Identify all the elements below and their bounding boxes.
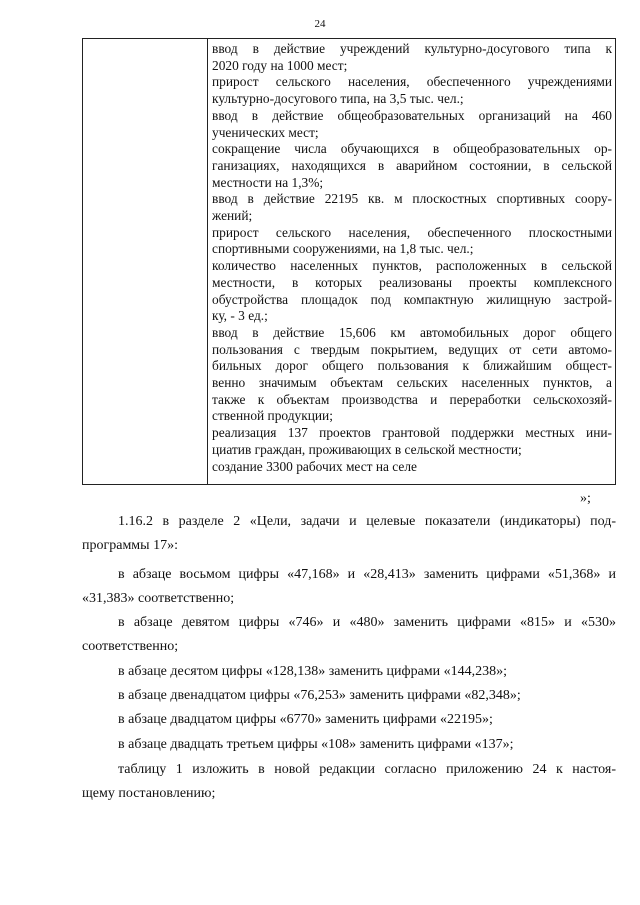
paragraph-abzac-8: [82, 563, 616, 611]
table-cell-line: спортивными сооружениями, на 1,8 тыс. чел.;: [212, 241, 474, 257]
paragraph-abzac-9: [82, 611, 616, 659]
table-cell-line: сокращение числа обучающихся в общеобразовательных ор-: [212, 141, 612, 157]
paragraph-table-1: [82, 758, 616, 806]
table-cell-line: местности, в которых реализованы проекты комплексного: [212, 274, 612, 290]
table-cell-line: 2020 году на 1000 мест;: [212, 57, 348, 73]
table-cell-line: пользования с твердым покрытием, ведущих от сети автомо-: [212, 341, 612, 357]
paragraph-line: в абзаце восьмом цифры «47,168» и «28,413» заменить цифрами «51,368» и: [118, 567, 616, 582]
table-cell-line: культурно-досугового типа, на 3,5 тыс. чел.;: [212, 91, 464, 107]
table-cell-line: ученических мест;: [212, 124, 319, 140]
closing-quote-mark: »;: [580, 491, 591, 506]
table-cell-line: ввод в действие 22195 кв. м плоскостных спортивных соору-: [212, 191, 612, 207]
paragraph-line: в абзаце двадцатом цифры «6770» заменить цифрами «22195»;: [118, 712, 493, 727]
table-cell-line: циатив граждан, проживающих в сельской местности;: [212, 441, 522, 457]
table-cell-line: бильных дорог общего пользования к ближайшим общест-: [212, 358, 612, 374]
table-cell-line: также к объектам производства и переработки сельскохозяй-: [212, 391, 612, 407]
paragraph-line: «31,383» соответственно;: [82, 591, 235, 606]
paragraph-section-2: [82, 510, 616, 558]
table-right-cell: [212, 41, 612, 475]
table-cell-line: прирост сельского населения, обеспеченного учреждениями: [212, 74, 612, 90]
paragraph-line: программы 17»:: [82, 538, 178, 553]
table-cell-line: обустройства площадок под компактную жилищную застрой-: [212, 291, 612, 307]
paragraph-abzac-10: [82, 660, 616, 684]
table-cell-line: жений;: [212, 208, 253, 224]
table-cell-line: местности на 1,3%;: [212, 174, 324, 190]
table-cell-line: ственной продукции;: [212, 408, 333, 424]
paragraph-line: в абзаце десятом цифры «128,138» заменить цифрами «144,238»;: [118, 664, 508, 679]
paragraph-abzac-12: [82, 684, 616, 708]
table-cell-line: создание 3300 рабочих мест на селе: [212, 458, 417, 474]
paragraph-abzac-20: [82, 708, 616, 732]
paragraph-line: щему постановлению;: [82, 786, 216, 801]
table-cell-line: количество населенных пунктов, расположенных в сельской: [212, 258, 612, 274]
table-cell-line: реализация 137 проектов грантовой поддержки местных ини-: [212, 425, 612, 441]
table-cell-line: ввод в действие 15,606 км автомобильных дорог общего: [212, 324, 612, 340]
table-cell-line: ввод в действие общеобразовательных организаций на 460: [212, 107, 612, 123]
paragraph-line: таблицу 1 изложить в новой редакции согласно приложению 24 к настоя-: [118, 762, 616, 777]
table-cell-line: ганизациях, находящихся в аварийном состоянии, в сельской: [212, 157, 612, 173]
table-cell-line: ввод в действие учреждений культурно-досугового типа к: [212, 41, 612, 56]
paragraph-line: соответственно;: [82, 639, 179, 654]
paragraph-abzac-23: [82, 733, 616, 757]
paragraph-line: в абзаце двадцать третьем цифры «108» заменить цифрами «137»;: [118, 737, 514, 752]
table-column-divider: [207, 38, 208, 485]
paragraph-line: в абзаце девятом цифры «746» и «480» заменить цифрами «815» и «530»: [118, 615, 616, 630]
paragraph-line: 1.16.2 в разделе 2 «Цели, задачи и целевые показатели (индикаторы) под-: [118, 514, 616, 529]
page-number: 24: [314, 18, 326, 30]
table-cell-line: прирост сельского населения, обеспеченного плоскостными: [212, 224, 612, 240]
table-cell-line: ку, - 3 ед.;: [212, 308, 268, 324]
paragraph-line: в абзаце двенадцатом цифры «76,253» заменить цифрами «82,348»;: [118, 688, 521, 703]
table-cell-line: венно значимым объектам сельских населенных пунктов, а: [212, 375, 612, 391]
